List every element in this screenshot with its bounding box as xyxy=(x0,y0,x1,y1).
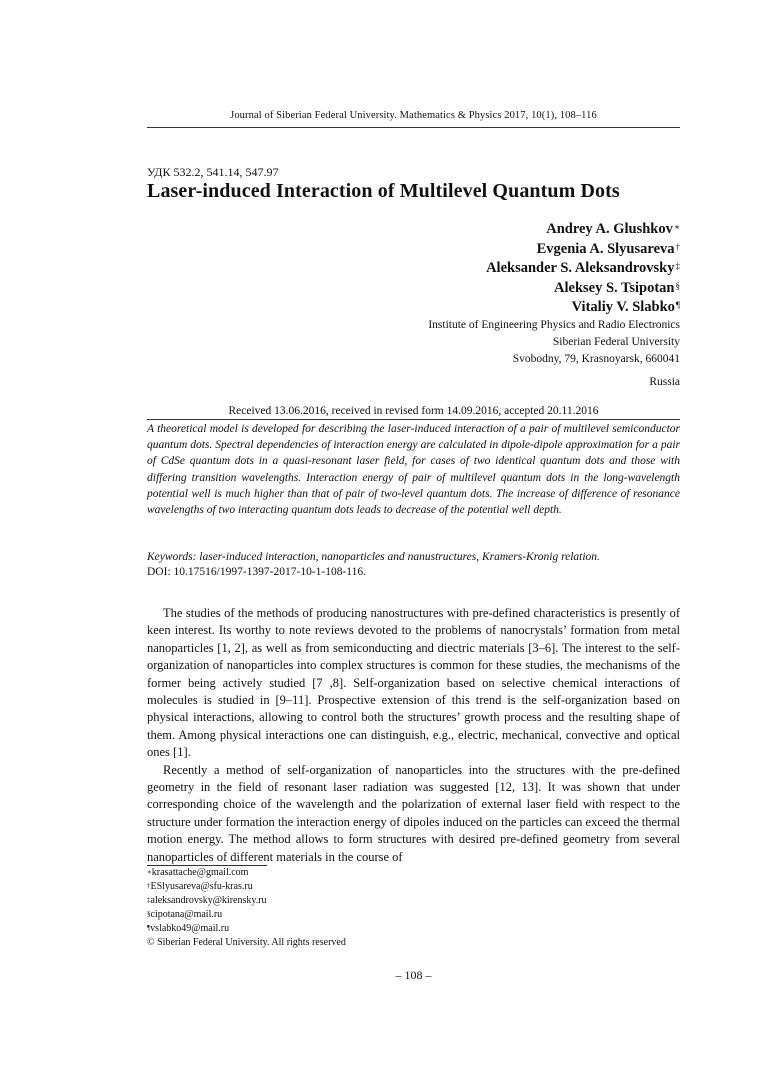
keywords xyxy=(147,549,680,565)
affiliation xyxy=(428,317,680,391)
author-name: Andrey A. Glushkov xyxy=(546,221,673,237)
footnote xyxy=(147,894,346,908)
abstract: A theoretical model is developed for describing the laser-induced interaction of a pair of multilevel semiconductor quantum dots. Spectral dependencies of interaction energy are calculated in dipole-dipole approximation for a pair of CdSe quantum dots in a quasi-resonant laser field, for cases of two identical quantum dots and those with differing transition wavelengths. Interaction energy of pair of multilevel quantum dots in the long-wavelength potential well is much higher than that of pair of two-level quantum dots. The increase of difference of resonance wavelengths of two interacting quantum dots leads to decrease of the potential well depth. xyxy=(147,423,680,517)
footnotes xyxy=(147,866,346,950)
affiliation-university: Siberian Federal University xyxy=(552,336,680,348)
footnote xyxy=(147,880,346,894)
footnote xyxy=(147,866,346,880)
author xyxy=(486,259,680,279)
author xyxy=(486,279,680,299)
header-divider xyxy=(147,127,680,128)
author-footnote-mark: ¶ xyxy=(675,300,680,310)
copyright-notice: © Siberian Federal University. All rights reserved xyxy=(147,937,346,948)
keywords-label: Keywords: xyxy=(147,551,197,563)
doi: DOI: 10.17516/1997-1397-2017-10-1-108-116. xyxy=(147,566,367,578)
journal-header: Journal of Siberian Federal University. Mathematics & Physics 2017, 10(1), 108–116 xyxy=(230,110,597,121)
keywords-text: laser-induced interaction, nanoparticles and nanustructures, Kramers-Kronig relation. xyxy=(199,551,600,563)
footnote-mark: † xyxy=(147,882,151,890)
footnote-email: krasattache@gmail.com xyxy=(151,867,249,878)
footnote xyxy=(147,908,346,922)
affiliation-institute: Institute of Engineering Physics and Radio Electronics xyxy=(428,319,680,331)
footnote-mark: ‡ xyxy=(147,896,151,904)
footnote-email: vslabko49@mail.ru xyxy=(150,923,230,934)
paragraph: Recently a method of self-organization of nanoparticles into the structures with the pre-defined geometry in the field of resonant laser radiation was suggested [12, 13]. It was shown that under corresponding choice of the wavelength and the polarization of external laser field with respect to the structure under formation the interaction energy of dipoles induced on the particles can exceed the thermal motion energy. The method allows to form structures with desired pre-defined geometry from several nanoparticles of different materials in the course of xyxy=(147,762,680,864)
author-name: Evgenia A. Slyusareva xyxy=(536,240,675,257)
footnote xyxy=(147,922,346,936)
paragraph: The studies of the methods of producing nanostructures with pre-defined characteristics is presently of keen interest. Its worthy to note reviews devoted to the problems of nanocrystals’ formation from metal nanoparticles [1, 2], as well as from semiconducting and diectric materials [3–6]. The interest to the self-organization of nanoparticles into complex structures is common for these studies, the mechanisms of the former being actively studied [7 ,8]. Self-organization based on selective chemical interactions of molecules is studied in [9–11]. Prospective extension of this trend is the self-organization based on physical interactions, allowing to control both the structures’ growth process and the resulting shape of them. Among physical interactions one can distinguish, e.g., electric, mechanical, convective and optical ones [1]. xyxy=(147,606,680,760)
footnote-email: aleksandrovsky@kirensky.ru xyxy=(150,895,267,906)
author xyxy=(486,298,680,318)
author-name: Aleksander S. Aleksandrovsky xyxy=(486,260,675,276)
author xyxy=(486,240,680,260)
footnote-email: ESlyusareva@sfu-kras.ru xyxy=(150,881,253,892)
abstract-divider xyxy=(147,419,680,420)
author-name: Vitaliy V. Slabko xyxy=(571,299,675,315)
author-list xyxy=(486,220,680,318)
footnote-mark: ∗ xyxy=(147,868,152,876)
received-dates: Received 13.06.2016, received in revised form 14.09.2016, accepted 20.11.2016 xyxy=(228,405,599,417)
body-text xyxy=(147,605,680,866)
footnote-mark: ¶ xyxy=(147,924,151,932)
footnote-email: cipotana@mail.ru xyxy=(150,909,223,920)
author-footnote-mark: ∗ xyxy=(673,222,680,232)
udk-code: УДК 532.2, 541.14, 547.97 xyxy=(147,165,279,179)
author-footnote-mark: § xyxy=(675,280,680,291)
affiliation-address: Svobodny, 79, Krasnoyarsk, 660041 xyxy=(512,353,680,365)
affiliation-country: Russia xyxy=(649,376,680,388)
author-name: Aleksey S. Tsipotan xyxy=(554,279,675,296)
footnote-mark: § xyxy=(147,910,151,918)
author-footnote-mark: ‡ xyxy=(675,261,680,271)
paper-title: Laser-induced Interaction of Multilevel Quantum Dots xyxy=(147,180,620,202)
author xyxy=(486,220,680,240)
author-footnote-mark: † xyxy=(675,241,680,252)
page-number: – 108 – xyxy=(395,968,432,982)
